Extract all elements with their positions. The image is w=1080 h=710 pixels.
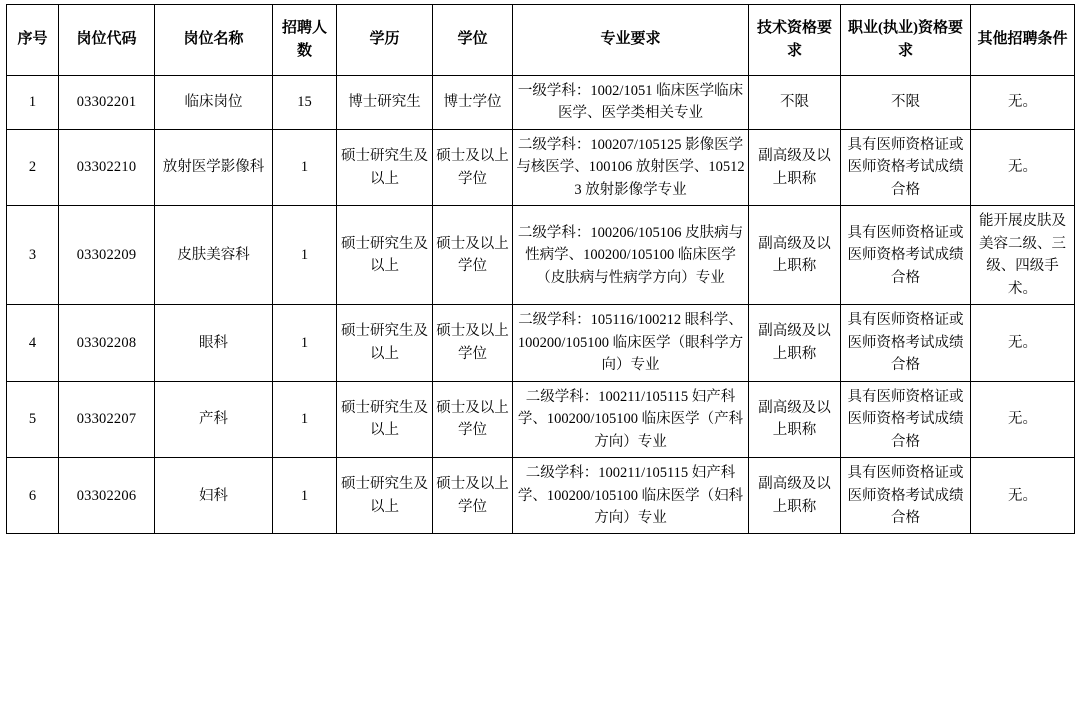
cell-index: 6 bbox=[7, 458, 59, 534]
cell-tech: 副高级及以上职称 bbox=[749, 305, 841, 381]
table-row bbox=[7, 76, 1075, 130]
cell-code: 03302206 bbox=[59, 458, 155, 534]
cell-other: 无。 bbox=[971, 305, 1075, 381]
cell-other: 无。 bbox=[971, 381, 1075, 457]
cell-code: 03302201 bbox=[59, 76, 155, 130]
cell-index: 1 bbox=[7, 76, 59, 130]
cell-count: 1 bbox=[273, 305, 337, 381]
cell-education: 硕士研究生及以上 bbox=[337, 305, 433, 381]
cell-cert: 具有医师资格证或医师资格考试成绩合格 bbox=[841, 458, 971, 534]
cell-count: 15 bbox=[273, 76, 337, 130]
column-header-index: 序号 bbox=[7, 5, 59, 76]
cell-tech: 副高级及以上职称 bbox=[749, 206, 841, 305]
cell-name: 放射医学影像科 bbox=[155, 129, 273, 205]
table-row bbox=[7, 129, 1075, 205]
cell-other: 无。 bbox=[971, 458, 1075, 534]
cell-major: 二级学科：100206/105106 皮肤病与性病学、100200/105100 临床医学（皮肤病与性病学方向）专业 bbox=[513, 206, 749, 305]
cell-code: 03302208 bbox=[59, 305, 155, 381]
cell-major: 二级学科：100207/105125 影像医学与核医学、100106 放射医学、105123 放射影像学专业 bbox=[513, 129, 749, 205]
cell-education: 博士研究生 bbox=[337, 76, 433, 130]
cell-degree: 硕士及以上学位 bbox=[433, 206, 513, 305]
cell-cert: 不限 bbox=[841, 76, 971, 130]
cell-code: 03302210 bbox=[59, 129, 155, 205]
column-header-education: 学历 bbox=[337, 5, 433, 76]
column-header-major: 专业要求 bbox=[513, 5, 749, 76]
cell-education: 硕士研究生及以上 bbox=[337, 129, 433, 205]
column-header-code: 岗位代码 bbox=[59, 5, 155, 76]
table-row bbox=[7, 458, 1075, 534]
table-row bbox=[7, 305, 1075, 381]
cell-count: 1 bbox=[273, 206, 337, 305]
cell-name: 临床岗位 bbox=[155, 76, 273, 130]
column-header-degree: 学位 bbox=[433, 5, 513, 76]
cell-cert: 具有医师资格证或医师资格考试成绩合格 bbox=[841, 305, 971, 381]
recruitment-table bbox=[6, 4, 1075, 534]
cell-tech: 不限 bbox=[749, 76, 841, 130]
cell-other: 无。 bbox=[971, 76, 1075, 130]
table-row bbox=[7, 381, 1075, 457]
cell-cert: 具有医师资格证或医师资格考试成绩合格 bbox=[841, 129, 971, 205]
cell-degree: 硕士及以上学位 bbox=[433, 458, 513, 534]
table-header bbox=[7, 5, 1075, 76]
cell-other: 无。 bbox=[971, 129, 1075, 205]
cell-degree: 博士学位 bbox=[433, 76, 513, 130]
cell-major: 二级学科：100211/105115 妇产科学、100200/105100 临床医学（妇科方向）专业 bbox=[513, 458, 749, 534]
cell-degree: 硕士及以上学位 bbox=[433, 129, 513, 205]
cell-education: 硕士研究生及以上 bbox=[337, 381, 433, 457]
table-header-row bbox=[7, 5, 1075, 76]
column-header-tech: 技术资格要求 bbox=[749, 5, 841, 76]
cell-other: 能开展皮肤及美容二级、三级、四级手术。 bbox=[971, 206, 1075, 305]
cell-index: 2 bbox=[7, 129, 59, 205]
cell-index: 3 bbox=[7, 206, 59, 305]
cell-name: 皮肤美容科 bbox=[155, 206, 273, 305]
cell-tech: 副高级及以上职称 bbox=[749, 458, 841, 534]
cell-tech: 副高级及以上职称 bbox=[749, 129, 841, 205]
cell-code: 03302209 bbox=[59, 206, 155, 305]
cell-name: 产科 bbox=[155, 381, 273, 457]
cell-degree: 硕士及以上学位 bbox=[433, 305, 513, 381]
table-row bbox=[7, 206, 1075, 305]
column-header-count: 招聘人数 bbox=[273, 5, 337, 76]
cell-count: 1 bbox=[273, 381, 337, 457]
cell-name: 妇科 bbox=[155, 458, 273, 534]
column-header-name: 岗位名称 bbox=[155, 5, 273, 76]
cell-index: 5 bbox=[7, 381, 59, 457]
column-header-other: 其他招聘条件 bbox=[971, 5, 1075, 76]
column-header-cert: 职业(执业)资格要求 bbox=[841, 5, 971, 76]
cell-count: 1 bbox=[273, 129, 337, 205]
cell-education: 硕士研究生及以上 bbox=[337, 206, 433, 305]
cell-cert: 具有医师资格证或医师资格考试成绩合格 bbox=[841, 381, 971, 457]
cell-cert: 具有医师资格证或医师资格考试成绩合格 bbox=[841, 206, 971, 305]
cell-name: 眼科 bbox=[155, 305, 273, 381]
cell-index: 4 bbox=[7, 305, 59, 381]
cell-major: 二级学科：105116/100212 眼科学、100200/105100 临床医学（眼科学方向）专业 bbox=[513, 305, 749, 381]
cell-education: 硕士研究生及以上 bbox=[337, 458, 433, 534]
cell-major: 二级学科：100211/105115 妇产科学、100200/105100 临床医学（产科方向）专业 bbox=[513, 381, 749, 457]
table-body bbox=[7, 76, 1075, 534]
cell-tech: 副高级及以上职称 bbox=[749, 381, 841, 457]
cell-degree: 硕士及以上学位 bbox=[433, 381, 513, 457]
cell-code: 03302207 bbox=[59, 381, 155, 457]
cell-count: 1 bbox=[273, 458, 337, 534]
cell-major: 一级学科：1002/1051 临床医学临床医学、医学类相关专业 bbox=[513, 76, 749, 130]
